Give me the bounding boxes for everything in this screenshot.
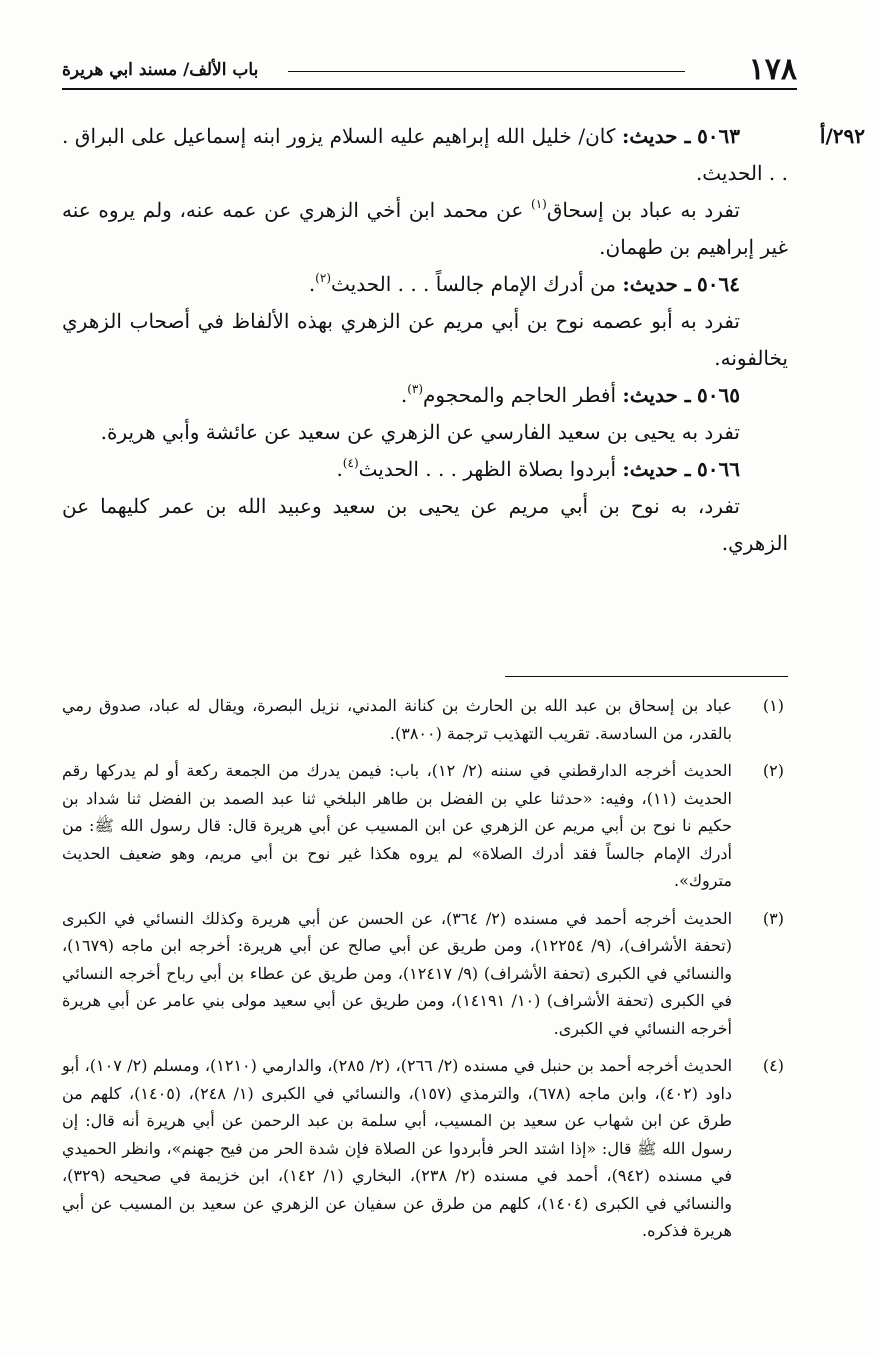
hadith-number: ٥٠٦٣ [697,124,741,148]
footnote-number: (٤) [762,1056,784,1075]
footnote [62,1052,784,1245]
footnote-number: (١) [762,696,784,715]
hadith-note: تفرد به يحيى بن سعيد الفارسي عن الزهري عن سعيد عن عائشة وأبي هريرة. [100,420,740,444]
running-title: باب الألف/ مسند ابي هريرة [62,60,259,80]
note-text: تفرد به عباد بن إسحاق [546,198,740,222]
hadith-entry: ٥٠٦٤ ـ حديث: من أدرك الإمام جالساً . . . الحديث$^{(٢)}$. [308,271,740,296]
footnote-marker: (٢) [315,271,331,285]
hadith-text: كان/ خليل الله إبراهيم عليه السلام يزور ابنه إسماعيل على البراق . . . الحديث. [62,124,788,185]
hadith-entry: ٥٠٦٣ ـ حديث: كان/ خليل الله إبراهيم عليه السلام يزور ابنه إسماعيل على البراق . . . الحديث. [62,124,788,185]
footnote-text: الحديث أخرجه أحمد بن حنبل في مسنده (٢/ ٢٦٦)، (٢/ ٢٨٥)، والدارمي (١٢١٠)، ومسلم (٢/ ١٠٧)، أبو داود (٤٠٢)، وابن ماجه (٦٧٨)، والترمذي (١٥٧)، والنسائي في الكبرى (١/ ٢٤٨)، (١٤٠٥)، كلهم من طرق عن ابن شهاب عن سعيد بن المسيب، أبي سلمة بن عبد الرحمن عن أبي هريرة أنه قال: إن رسول الله ﷺ قال: «إذا اشتد الحر فأبردوا عن الصلاة فإن شدة الحر من فيح جهنم»، وانظر الحميدي في مسنده (٩٤٢)، أحمد في مسنده (٢/ ٢٣٨)، البخاري (١/ ١٤٢)، ابن خزيمة في صحيحه (٣٢٩)، والنسائي في الكبرى (١٤٠٤)، كلهم من طرق عن سفيان عن الزهري عن سعيد بن المسيب عن أبي هريرة فذكره. [62,1056,733,1240]
header-rule [288,71,685,72]
main-text [62,118,788,562]
hadith-note [62,192,788,266]
hadith-label: حديث: [622,383,678,407]
footnote [62,757,784,895]
hadith-entry: ٥٠٦٥ ـ حديث: أفطر الحاجم والمحجوم$^{(٣)}$. [400,382,740,407]
footnotes [62,692,784,1255]
footnote [62,692,784,747]
hadith-note: تفرد، به نوح بن أبي مريم عن يحيى بن سعيد وعبيد الله بن عمر كليهما عن الزهري. [62,494,788,555]
page-number: ١٧٨ [748,52,797,87]
margin-reference: ٢٩٢/أ [819,124,865,148]
hadith-label: حديث: [622,272,678,296]
hadith-number: ٥٠٦٥ [697,383,740,407]
footnote [62,905,784,1043]
hadith-label: حديث: [622,124,678,148]
footnote-marker: (١) [531,197,547,211]
footnote-separator [505,676,788,677]
footnote-number: (٢) [762,761,784,780]
hadith-text: من أدرك الإمام جالساً . . . الحديث [331,272,617,296]
hadith-number: ٥٠٦٦ [697,457,740,481]
footnote-text: عباد بن إسحاق بن عبد الله بن الحارث بن كنانة المدني، نزيل البصرة، ويقال له عباد، صدوق رمي بالقدر، من السادسة. تقريب التهذيب ترجمة (٣٨٠٠). [62,696,732,743]
note-text: عن محمد ابن أخي الزهري عن عمه عنه، ولم يروه عنه غير إبراهيم بن طهمان. [62,198,788,259]
page-header [62,52,797,90]
footnote-number: (٣) [762,908,784,928]
hadith-note: تفرد به أبو عصمه نوح بن أبي مريم عن الزهري بهذه الألفاظ في أصحاب الزهري يخالفونه. [62,309,788,370]
hadith-number: ٥٠٦٤ [697,272,740,296]
hadith-entry: ٥٠٦٦ ـ حديث: أبردوا بصلاة الظهر . . . الحديث$^{(٤)}$. [336,456,740,481]
footnote-marker: (٤) [342,456,359,470]
footnote-text: الحديث أخرجه الدارقطني في سننه (٢/ ١٢)، باب: فيمن يدرك من الجمعة ركعة أو لم يدركها رقم الحديث (١١)، وفيه: «حدثنا علي بن الفضل بن طاهر البلخي ثنا عبد الصمد بن الفضل ثنا شداد بن حكيم نا نوح بن أبي مريم عن الزهري عن ابن المسيب عن أبي هريرة قال: قال رسول الله ﷺ: من أدرك الإمام جالساً فقد أدرك الصلاة» لم يروه هكذا غير نوح بن أبي مريم، وهو ضعيف الحديث متروك». [62,761,733,890]
footnote-marker: (٣) [407,382,424,396]
hadith-label: حديث: [622,457,678,481]
footnote-text: الحديث أخرجه أحمد في مسنده (٢/ ٣٦٤)، عن الحسن عن أبي هريرة وكذلك النسائي في الكبرى (تحفة الأشراف)، (٩/ ١٢٢٥٤)، ومن طريق عن أبي صالح عن أبي هريرة: أخرجه ابن ماجه (١٦٧٩)، والنسائي في الكبرى (تحفة الأشراف) (٩/ ١٢٤١٧)، ومن طريق عن عطاء بن أبي رباح أخرجه النسائي في الكبرى (تحفة الأشراف) (١٠/ ١٤١٩١)، ومن طريق عن أبي سعيد مولى بني عامر عن أبي هريرة أخرجه النسائي في الكبرى. [62,908,733,1038]
hadith-text: أبردوا بصلاة الظهر . . . الحديث [358,457,617,481]
hadith-text: أفطر الحاجم والمحجوم [423,383,617,407]
